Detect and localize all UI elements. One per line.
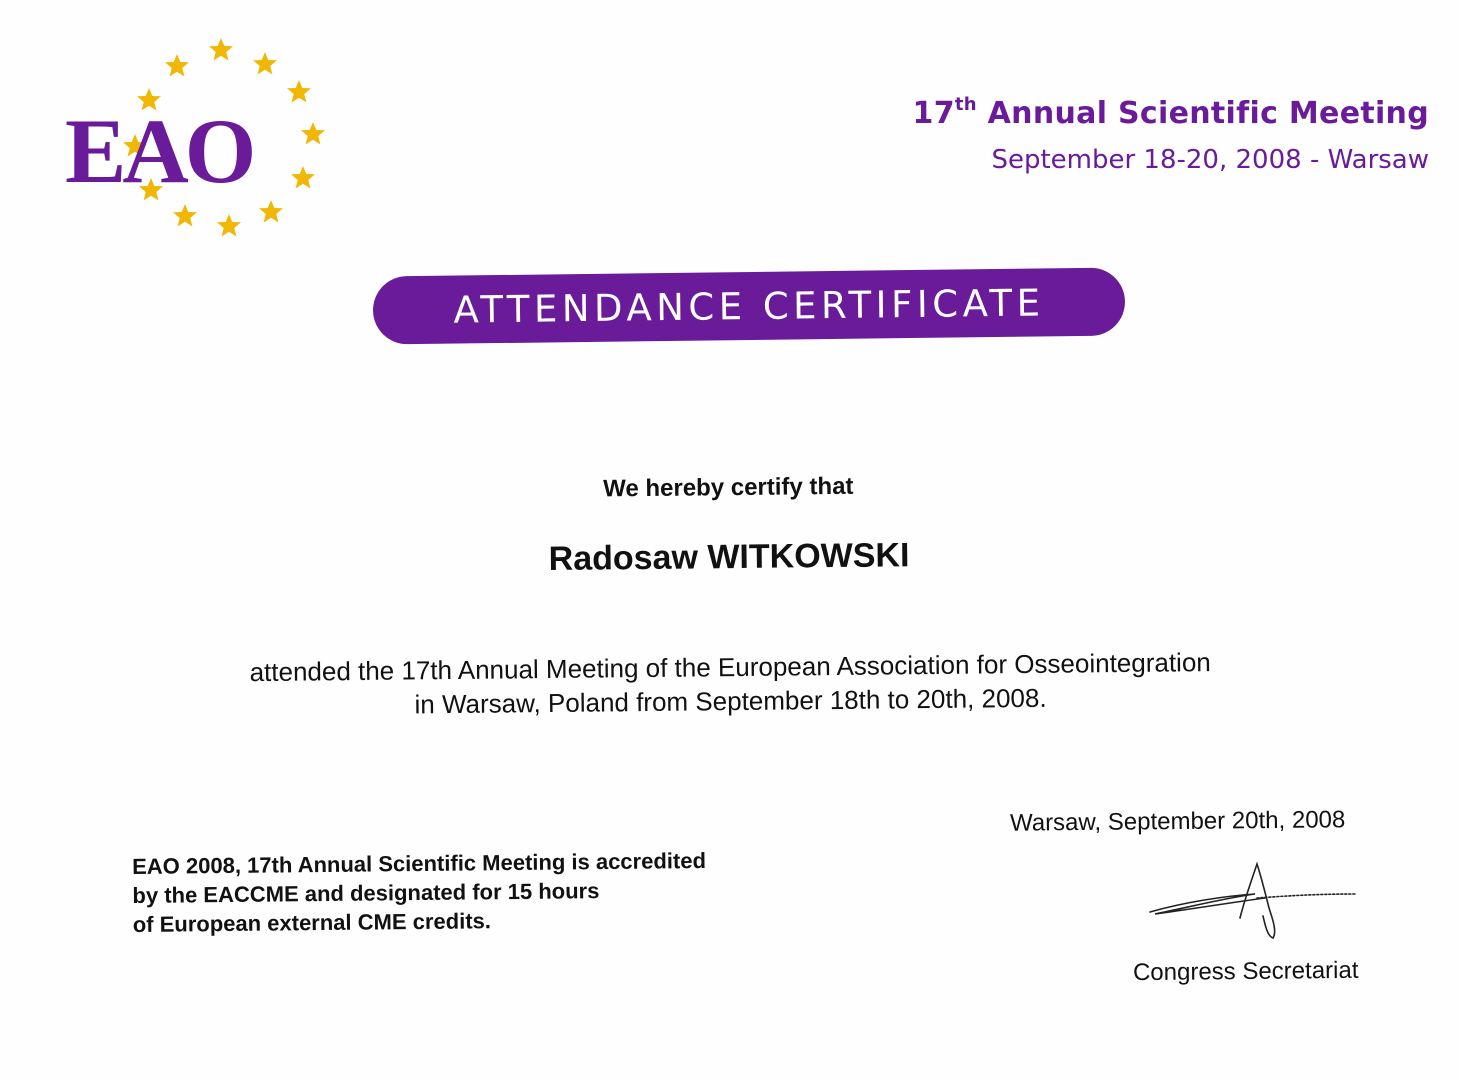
logo-text: EAO [65,100,253,202]
certify-statement: We hereby certify that [603,472,854,503]
meeting-title-text: Annual Scientific Meeting [976,96,1429,131]
signatory-title: Congress Secretariat [1132,956,1359,987]
accreditation-line-1: EAO 2008, 17th Annual Scientific Meeting is accredited [132,847,707,879]
meeting-dates: September 18-20, 2008 - Warsaw [991,145,1429,175]
place-date: Warsaw, September 20th, 2008 [1009,806,1346,837]
attendance-statement [1,642,1459,725]
meeting-suffix: th [954,94,977,115]
attendance-line-2: in Warsaw, Poland from September 18th to 20th, 2008. [414,682,1047,720]
attendee-name: Radosaw WITKOWSKI [548,536,910,579]
accreditation-line-3: of European external CME credits. [132,908,492,937]
attendance-line-1: attended the 17th Annual Meeting of the European Association for Osseointegration [249,647,1211,688]
banner-label: ATTENDANCE CERTIFICATE [453,280,1045,332]
accreditation-note [132,846,707,939]
accreditation-line-2: by the EACCME and designated for 15 hours [132,878,600,908]
signature-icon [1145,858,1360,943]
meeting-number: 17 [912,96,955,131]
